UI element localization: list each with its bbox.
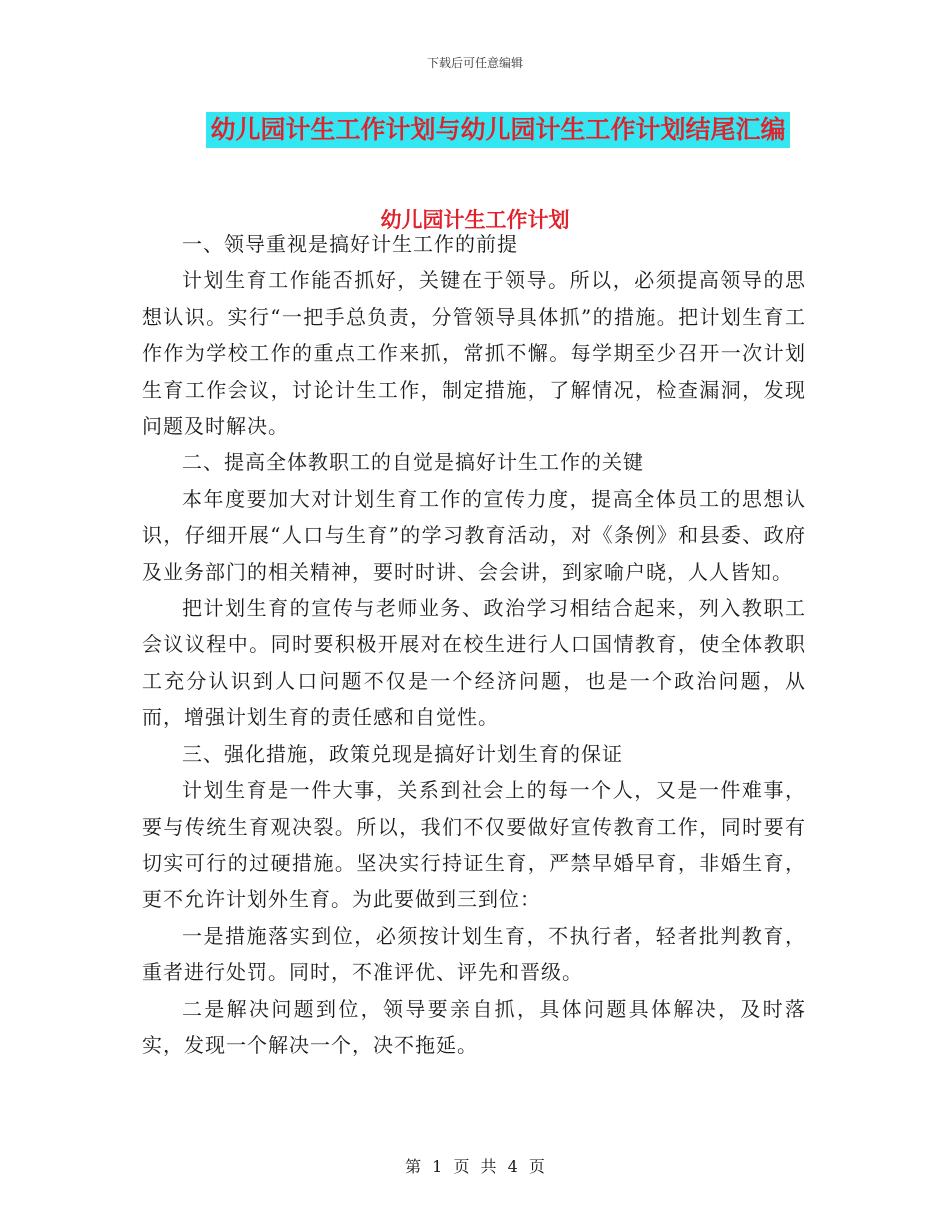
main-title-container [0, 112, 950, 148]
paragraph: 一是措施落实到位，必须按计划生育，不执行者，轻者批判教育，重者进行处罚。同时，不准评优、评先和晋级。 [142, 923, 806, 985]
document-body [142, 226, 806, 1063]
heading-1: 一、领导重视是搞好计生工作的前提 [182, 232, 518, 256]
heading-2: 二、提高全体教职工的自觉是搞好计生工作的关键 [182, 450, 644, 475]
paragraph: 本年度要加大对计划生育工作的宣传力度，提高全体员工的思想认识，仔细开展“人口与生育”的学习教育活动，对《条例》和县委、政府及业务部门的相关精神，要时时讲、会会讲，到家喻户晓，人人皆知。 [142, 486, 806, 584]
heading-3: 三、强化措施，政策兑现是搞好计划生育的保证 [182, 741, 623, 766]
document-main-title: 幼儿园计生工作计划与幼儿园计生工作计划结尾汇编 [206, 112, 789, 148]
section-title: 幼儿园计生工作计划 [380, 208, 570, 232]
paragraph: 二是解决问题到位，领导要亲自抓，具体问题具体解决，及时落实，发现一个解决一个，决不拖延。 [142, 996, 806, 1057]
paragraph: 计划生育工作能否抓好，关键在于领导。所以，必须提高领导的思想认识。实行“一把手总负责，分管领导具体抓”的措施。把计划生育工作作为学校工作的重点工作来抓，常抓不懈。每学期至少召开一次计划生育工作会议，讨论计生工作，制定措施，了解情况，检查漏洞，发现问题及时解决。 [142, 268, 806, 439]
paragraph: 计划生育是一件大事，关系到社会上的每一个人，又是一件难事，要与传统生育观决裂。所以，我们不仅要做好宣传教育工作，同时要有切实可行的过硬措施。坚决实行持证生育，严禁早婚早育，非婚生育，更不允许计划外生育。为此要做到三到位： [142, 778, 806, 912]
page-number: 第 1 页 共 4 页 [405, 1157, 545, 1176]
page-header-note: 下载后可任意编辑 [426, 56, 523, 70]
paragraph: 把计划生育的宣传与老师业务、政治学习相结合起来，列入教职工会议议程中。同时要积极开展对在校生进行人口国情教育，使全体教职工充分认识到人口问题不仅是一个经济问题，也是一个政治问题，从而，增强计划生育的责任感和自觉性。 [142, 596, 806, 730]
